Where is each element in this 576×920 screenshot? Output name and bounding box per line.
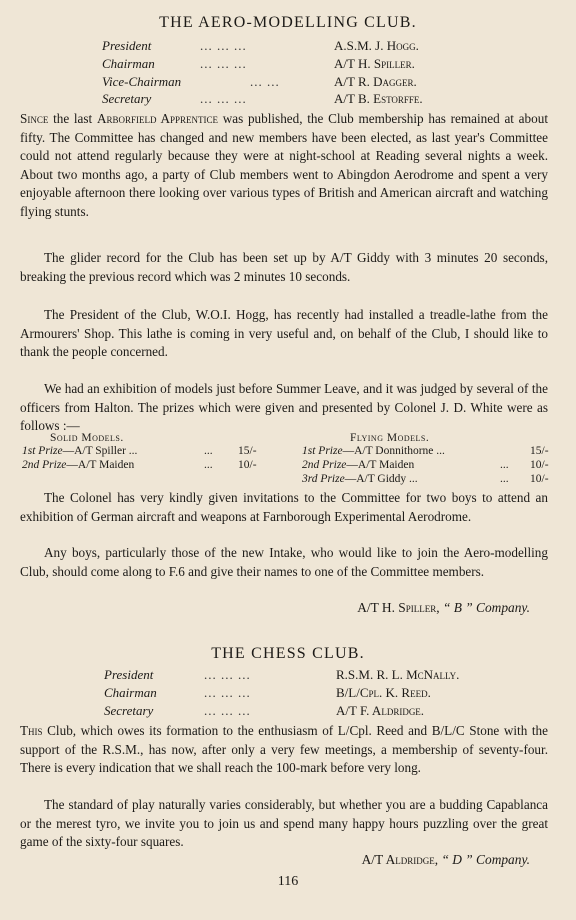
officer-row bbox=[102, 74, 482, 92]
prize-amount: 15/- bbox=[238, 445, 257, 457]
chess-paragraph-1 bbox=[20, 722, 548, 778]
leader-dots: ... bbox=[204, 445, 213, 457]
officer-row bbox=[102, 56, 482, 74]
text-run: was published, the Club membership has remained at about fifty. The Committee has changed and new members have been elected, as last year's Committee could not attend regularly because they were at night-school at Reading several nights a week. About two months ago, a party of Club members went to Abingdon Aerodrome and spent a very enjoyable afternoon there looking over various types of British and American aircraft and watching flying stunts. bbox=[20, 111, 548, 219]
signature-name: A/T Aldridge, bbox=[361, 852, 439, 867]
signature-company: “ B ” Company. bbox=[442, 600, 530, 615]
lead-word: This bbox=[20, 723, 43, 738]
prize-entry bbox=[22, 445, 262, 459]
prize-amount: 10/- bbox=[530, 459, 549, 471]
officer-row bbox=[104, 667, 524, 685]
officer-name: A/T B. Estorffe. bbox=[334, 91, 423, 106]
prize-winner: —A/T Giddy ... bbox=[344, 473, 418, 485]
officer-role: Chairman bbox=[104, 685, 157, 700]
officer-name: A/T H. Spiller. bbox=[334, 56, 415, 71]
leader-dots: ... bbox=[204, 459, 213, 471]
text-run: The President of the Club, W.O.I. Hogg, has recently had installed a treadle-lathe from the Armourers' Shop. This lathe is coming in very useful and, on behalf of the Club, I should like to thank the people concerned. bbox=[20, 307, 548, 360]
prize-place: 1st Prize bbox=[302, 445, 343, 457]
officer-row bbox=[104, 685, 524, 703]
officer-role: Vice-Chairman bbox=[102, 74, 182, 89]
officer-row bbox=[104, 703, 524, 721]
aero-paragraph-2 bbox=[20, 249, 548, 286]
officer-name: A/T R. Dagger. bbox=[334, 74, 417, 89]
chess-club-title: THE CHESS CLUB. bbox=[211, 645, 365, 662]
leader-dots: ... ... ... bbox=[204, 703, 251, 718]
officer-name: A.S.M. J. Hogg. bbox=[334, 38, 419, 53]
prize-amount: 15/- bbox=[530, 445, 549, 457]
leader-dots: ... ... ... bbox=[200, 56, 247, 71]
aero-paragraph-6 bbox=[20, 544, 548, 581]
chess-paragraph-2 bbox=[20, 796, 548, 852]
prize-place: 2nd Prize bbox=[22, 459, 67, 471]
prize-place: 3rd Prize bbox=[302, 473, 345, 485]
prize-place: 1st Prize bbox=[22, 445, 63, 457]
text-run: the last bbox=[48, 111, 97, 126]
officer-name: R.S.M. R. L. McNally. bbox=[336, 667, 460, 682]
leader-dots: ... ... ... bbox=[204, 667, 251, 682]
leader-dots: ... ... bbox=[250, 74, 280, 89]
officer-row bbox=[102, 91, 482, 109]
leader-dots: ... ... ... bbox=[204, 685, 251, 700]
magazine-title: Arborfield Apprentice bbox=[96, 111, 218, 126]
page-number: 116 bbox=[277, 874, 299, 889]
officer-row bbox=[102, 38, 482, 56]
text-run: Any boys, particularly those of the new Intake, who would like to join the Aero-modelling Club, should come along to F.6 and give their names to one of the Committee members. bbox=[20, 545, 548, 579]
text-run: The standard of play naturally varies considerably, but whether you are a budding Capablanca or the merest tyro, we invite you to join us and spend many happy hours puzzling over the great game of the sixty-four squares. bbox=[20, 797, 548, 850]
prize-winner: —A/T Maiden bbox=[66, 459, 135, 471]
flying-models-header: Flying Models. bbox=[350, 432, 430, 444]
aero-signature bbox=[357, 600, 530, 616]
officer-role: President bbox=[102, 38, 152, 53]
prize-amount: 10/- bbox=[238, 459, 257, 471]
leader-dots: ... bbox=[500, 473, 509, 485]
chess-signature bbox=[362, 852, 530, 868]
aero-paragraph-5 bbox=[20, 489, 548, 526]
leader-dots: ... bbox=[500, 459, 509, 471]
prize-winner: —A/T Donnithorne ... bbox=[342, 445, 445, 457]
prize-place: 2nd Prize bbox=[302, 459, 347, 471]
prize-list bbox=[20, 432, 548, 488]
lead-word: Since bbox=[20, 111, 49, 126]
solid-models-header: Solid Models. bbox=[50, 432, 124, 444]
aero-paragraph-1 bbox=[20, 110, 548, 222]
officer-role: President bbox=[104, 667, 154, 682]
officer-name: A/T F. Aldridge. bbox=[336, 703, 425, 718]
signature-company: “ D ” Company. bbox=[441, 852, 530, 867]
officer-role: Secretary bbox=[102, 91, 152, 106]
prize-entry bbox=[302, 473, 548, 487]
officer-name: B/L/Cpl. K. Reed. bbox=[336, 685, 431, 700]
prize-winner: —A/T Maiden bbox=[346, 459, 415, 471]
signature-name: A/T H. Spiller, bbox=[357, 600, 440, 615]
text-run: The Colonel has very kindly given invitations to the Committee for two boys to attend an exhibition of German aircraft and weapons at Farnborough Experimental Aerodrome. bbox=[20, 490, 548, 524]
leader-dots: ... ... ... bbox=[200, 91, 247, 106]
prize-amount: 10/- bbox=[530, 473, 549, 485]
leader-dots: ... ... ... bbox=[200, 38, 247, 53]
prize-entry bbox=[302, 445, 548, 459]
prize-entry bbox=[302, 459, 548, 473]
aero-paragraph-4 bbox=[20, 380, 548, 436]
officer-role: Chairman bbox=[102, 56, 155, 71]
aero-paragraph-3 bbox=[20, 306, 548, 362]
prize-entry bbox=[22, 459, 262, 473]
text-run: We had an exhibition of models just before Summer Leave, and it was judged by several of the officers from Halton. The prizes which were given and presented by Colonel J. D. White were as follows :— bbox=[20, 381, 548, 434]
text-run: The glider record for the Club has been set up by A/T Giddy with 3 minutes 20 seconds, breaking the previous record which was 2 minutes 10 seconds. bbox=[20, 250, 548, 284]
prize-winner: —A/T Spiller ... bbox=[62, 445, 138, 457]
aero-club-title: THE AERO-MODELLING CLUB. bbox=[159, 14, 417, 31]
text-run: Club, which owes its formation to the enthusiasm of L/Cpl. Reed and B/L/C Stone with the support of the R.S.M., has now, after only a very few meetings, a membership of seventy-four. There is every indication that we shall reach the 100-mark before very long. bbox=[20, 723, 548, 776]
officer-role: Secretary bbox=[104, 703, 154, 718]
